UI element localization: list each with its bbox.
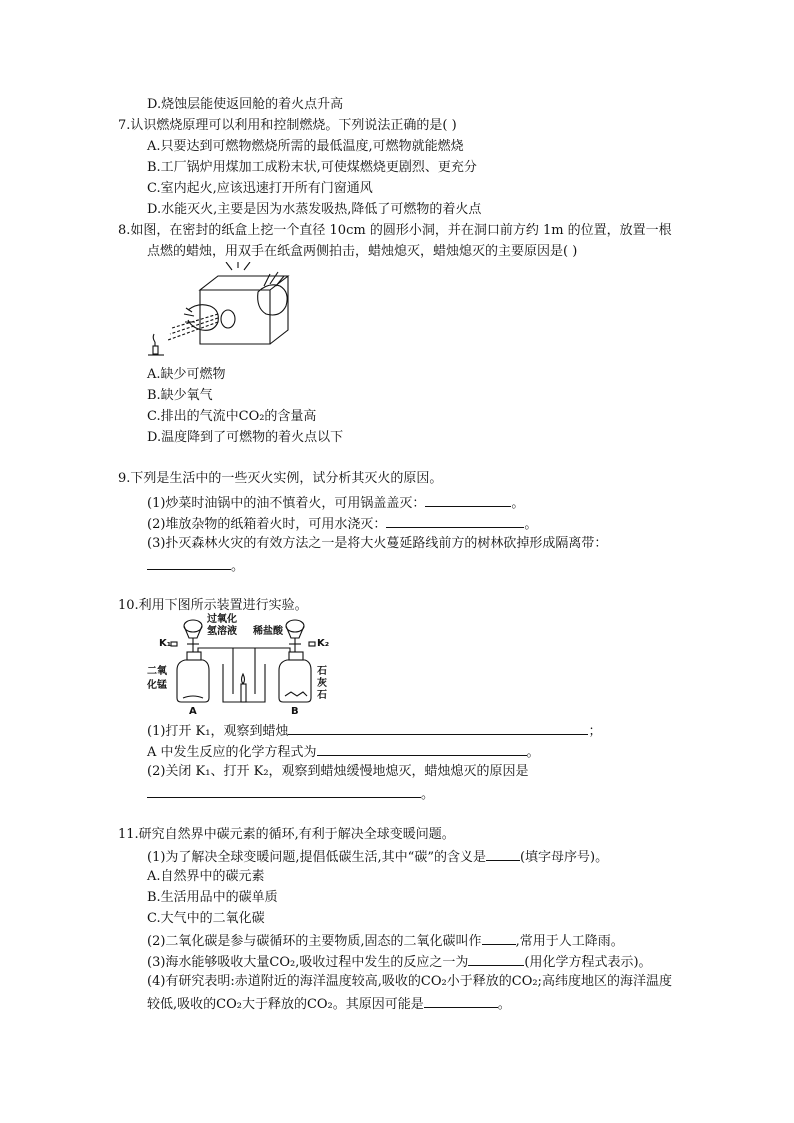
q11-option-a: A.自然界中的碳元素 xyxy=(147,869,265,884)
q8-option-c: C.排出的气流中CO₂的含量高 xyxy=(147,409,317,424)
q11-part2-pre: (2)二氧化碳是参与碳循环的主要物质,固态的二氧化碳叫作 xyxy=(147,934,482,949)
q8-box-candle-figure xyxy=(140,262,300,362)
q8-stem-line2: 点燃的蜡烛，用双手在纸盒两侧拍击，蜡烛熄灭，蜡烛熄灭的主要原因是( ) xyxy=(147,244,578,259)
end-mark: 。 xyxy=(231,559,245,574)
label-k2: K₂ xyxy=(317,638,330,649)
label-limestone-3: 石 xyxy=(317,690,327,701)
q10-line1 xyxy=(147,721,602,741)
label-limestone-2: 灰 xyxy=(317,678,327,689)
answer-blank[interactable] xyxy=(386,514,524,528)
q11-part1-pre: (1)为了解决全球变暖问题,提倡低碳生活,其中“碳”的含义是 xyxy=(147,850,486,865)
label-mno2-line1: 二氧 xyxy=(147,666,167,677)
answer-blank[interactable] xyxy=(288,721,588,735)
q10-line4 xyxy=(147,784,434,804)
answer-blank[interactable] xyxy=(482,931,516,945)
q11-part1-post: (填字母序号)。 xyxy=(519,850,609,865)
q9-item-2-text: (2)堆放杂物的纸箱着火时，可用水浇灭： xyxy=(147,517,387,532)
q11-part4-line2 xyxy=(147,994,511,1014)
q11-part1 xyxy=(147,847,608,867)
q7-option-b: B.工厂锅炉用煤加工成粉末状,可使煤燃烧更剧烈、更充分 xyxy=(147,160,477,175)
label-hcl: 稀盐酸 xyxy=(253,626,283,637)
q10-stem: 10.利用下图所示装置进行实验。 xyxy=(118,598,308,613)
label-h2o2-line2: 氢溶液 xyxy=(207,626,237,637)
q9-item-2 xyxy=(147,514,537,534)
end-mark: 。 xyxy=(497,997,511,1012)
answer-blank[interactable] xyxy=(425,493,511,507)
q11-part4-line1: (4)有研究表明:赤道附近的海洋温度较高,吸收的CO₂小于释放的CO₂;高纬度地区的海洋温度 xyxy=(147,974,672,989)
answer-blank[interactable] xyxy=(424,994,498,1008)
q11-option-b: B.生活用品中的碳单质 xyxy=(147,890,278,905)
q11-part2 xyxy=(147,931,624,951)
label-a: A xyxy=(189,706,197,717)
answer-blank[interactable] xyxy=(486,847,520,861)
q9-item-1 xyxy=(147,493,524,513)
q9-item-3: (3)扑灭森林火灾的有效方法之一是将大火蔓延路线前方的树林砍掉形成隔离带： xyxy=(147,536,608,551)
q11-option-c: C.大气中的二氧化碳 xyxy=(147,911,265,926)
end-mark: 。 xyxy=(421,787,435,802)
q7-option-d: D.水能灭火,主要是因为水蒸发吸热,降低了可燃物的着火点 xyxy=(147,202,482,217)
q6-option-d: D.烧蚀层能使返回舱的着火点升高 xyxy=(147,97,344,112)
answer-blank[interactable] xyxy=(317,742,527,756)
q11-part2-post: ,常用于人工降雨。 xyxy=(515,934,624,949)
end-mark: 。 xyxy=(526,745,540,760)
answer-blank[interactable] xyxy=(468,952,524,966)
q11-stem: 11.研究自然界中碳元素的循环,有利于解决全球变暖问题。 xyxy=(118,827,455,842)
q10-apparatus-figure xyxy=(145,612,345,718)
end-mark: ； xyxy=(588,724,602,739)
q8-stem-line1: 8.如图，在密封的纸盒上挖一个直径 10cm 的圆形小洞，并在洞口前方约 1m 的位置，放置一根 xyxy=(118,223,672,238)
label-b: B xyxy=(291,706,299,717)
q11-part4-line2-text: 较低,吸收的CO₂大于释放的CO₂。其原因可能是 xyxy=(147,997,424,1012)
q10-line2 xyxy=(147,742,540,762)
q7-option-c: C.室内起火,应该迅速打开所有门窗通风 xyxy=(147,181,373,196)
q11-part3-post: (用化学方程式表示)。 xyxy=(524,955,652,970)
q8-option-b: B.缺少氧气 xyxy=(147,388,213,403)
answer-blank[interactable] xyxy=(147,784,421,798)
q7-stem: 7.认识燃烧原理可以利用和控制燃烧。下列说法正确的是( ) xyxy=(118,118,457,133)
q11-part3 xyxy=(147,952,652,972)
q10-line2-text: A 中发生反应的化学方程式为 xyxy=(147,745,317,760)
label-h2o2-line1: 过氧化 xyxy=(207,614,237,625)
q10-line3: (2)关闭 K₁、打开 K₂，观察到蜡烛缓慢地熄灭，蜡烛熄灭的原因是 xyxy=(147,764,529,779)
q7-option-a: A.只要达到可燃物燃烧所需的最低温度,可燃物就能燃烧 xyxy=(147,139,464,154)
end-mark: 。 xyxy=(524,517,538,532)
label-mno2-line2: 化锰 xyxy=(147,680,167,691)
q8-option-d: D.温度降到了可燃物的着火点以下 xyxy=(147,430,344,445)
answer-blank[interactable] xyxy=(147,556,231,570)
q9-item-3-answer xyxy=(147,556,244,576)
q8-option-a: A.缺少可燃物 xyxy=(147,367,226,382)
q11-part3-pre: (3)海水能够吸收大量CO₂,吸收过程中发生的反应之一为 xyxy=(147,955,469,970)
q10-line1-text: (1)打开 K₁，观察到蜡烛 xyxy=(147,724,289,739)
end-mark: 。 xyxy=(511,496,525,511)
q9-stem: 9.下列是生活中的一些灭火实例，试分析其灭火的原因。 xyxy=(118,471,443,486)
q9-item-1-text: (1)炒菜时油锅中的油不慎着火，可用锅盖盖灭： xyxy=(147,496,426,511)
label-k1: K₁ xyxy=(159,638,172,649)
label-limestone-1: 石 xyxy=(317,666,327,677)
